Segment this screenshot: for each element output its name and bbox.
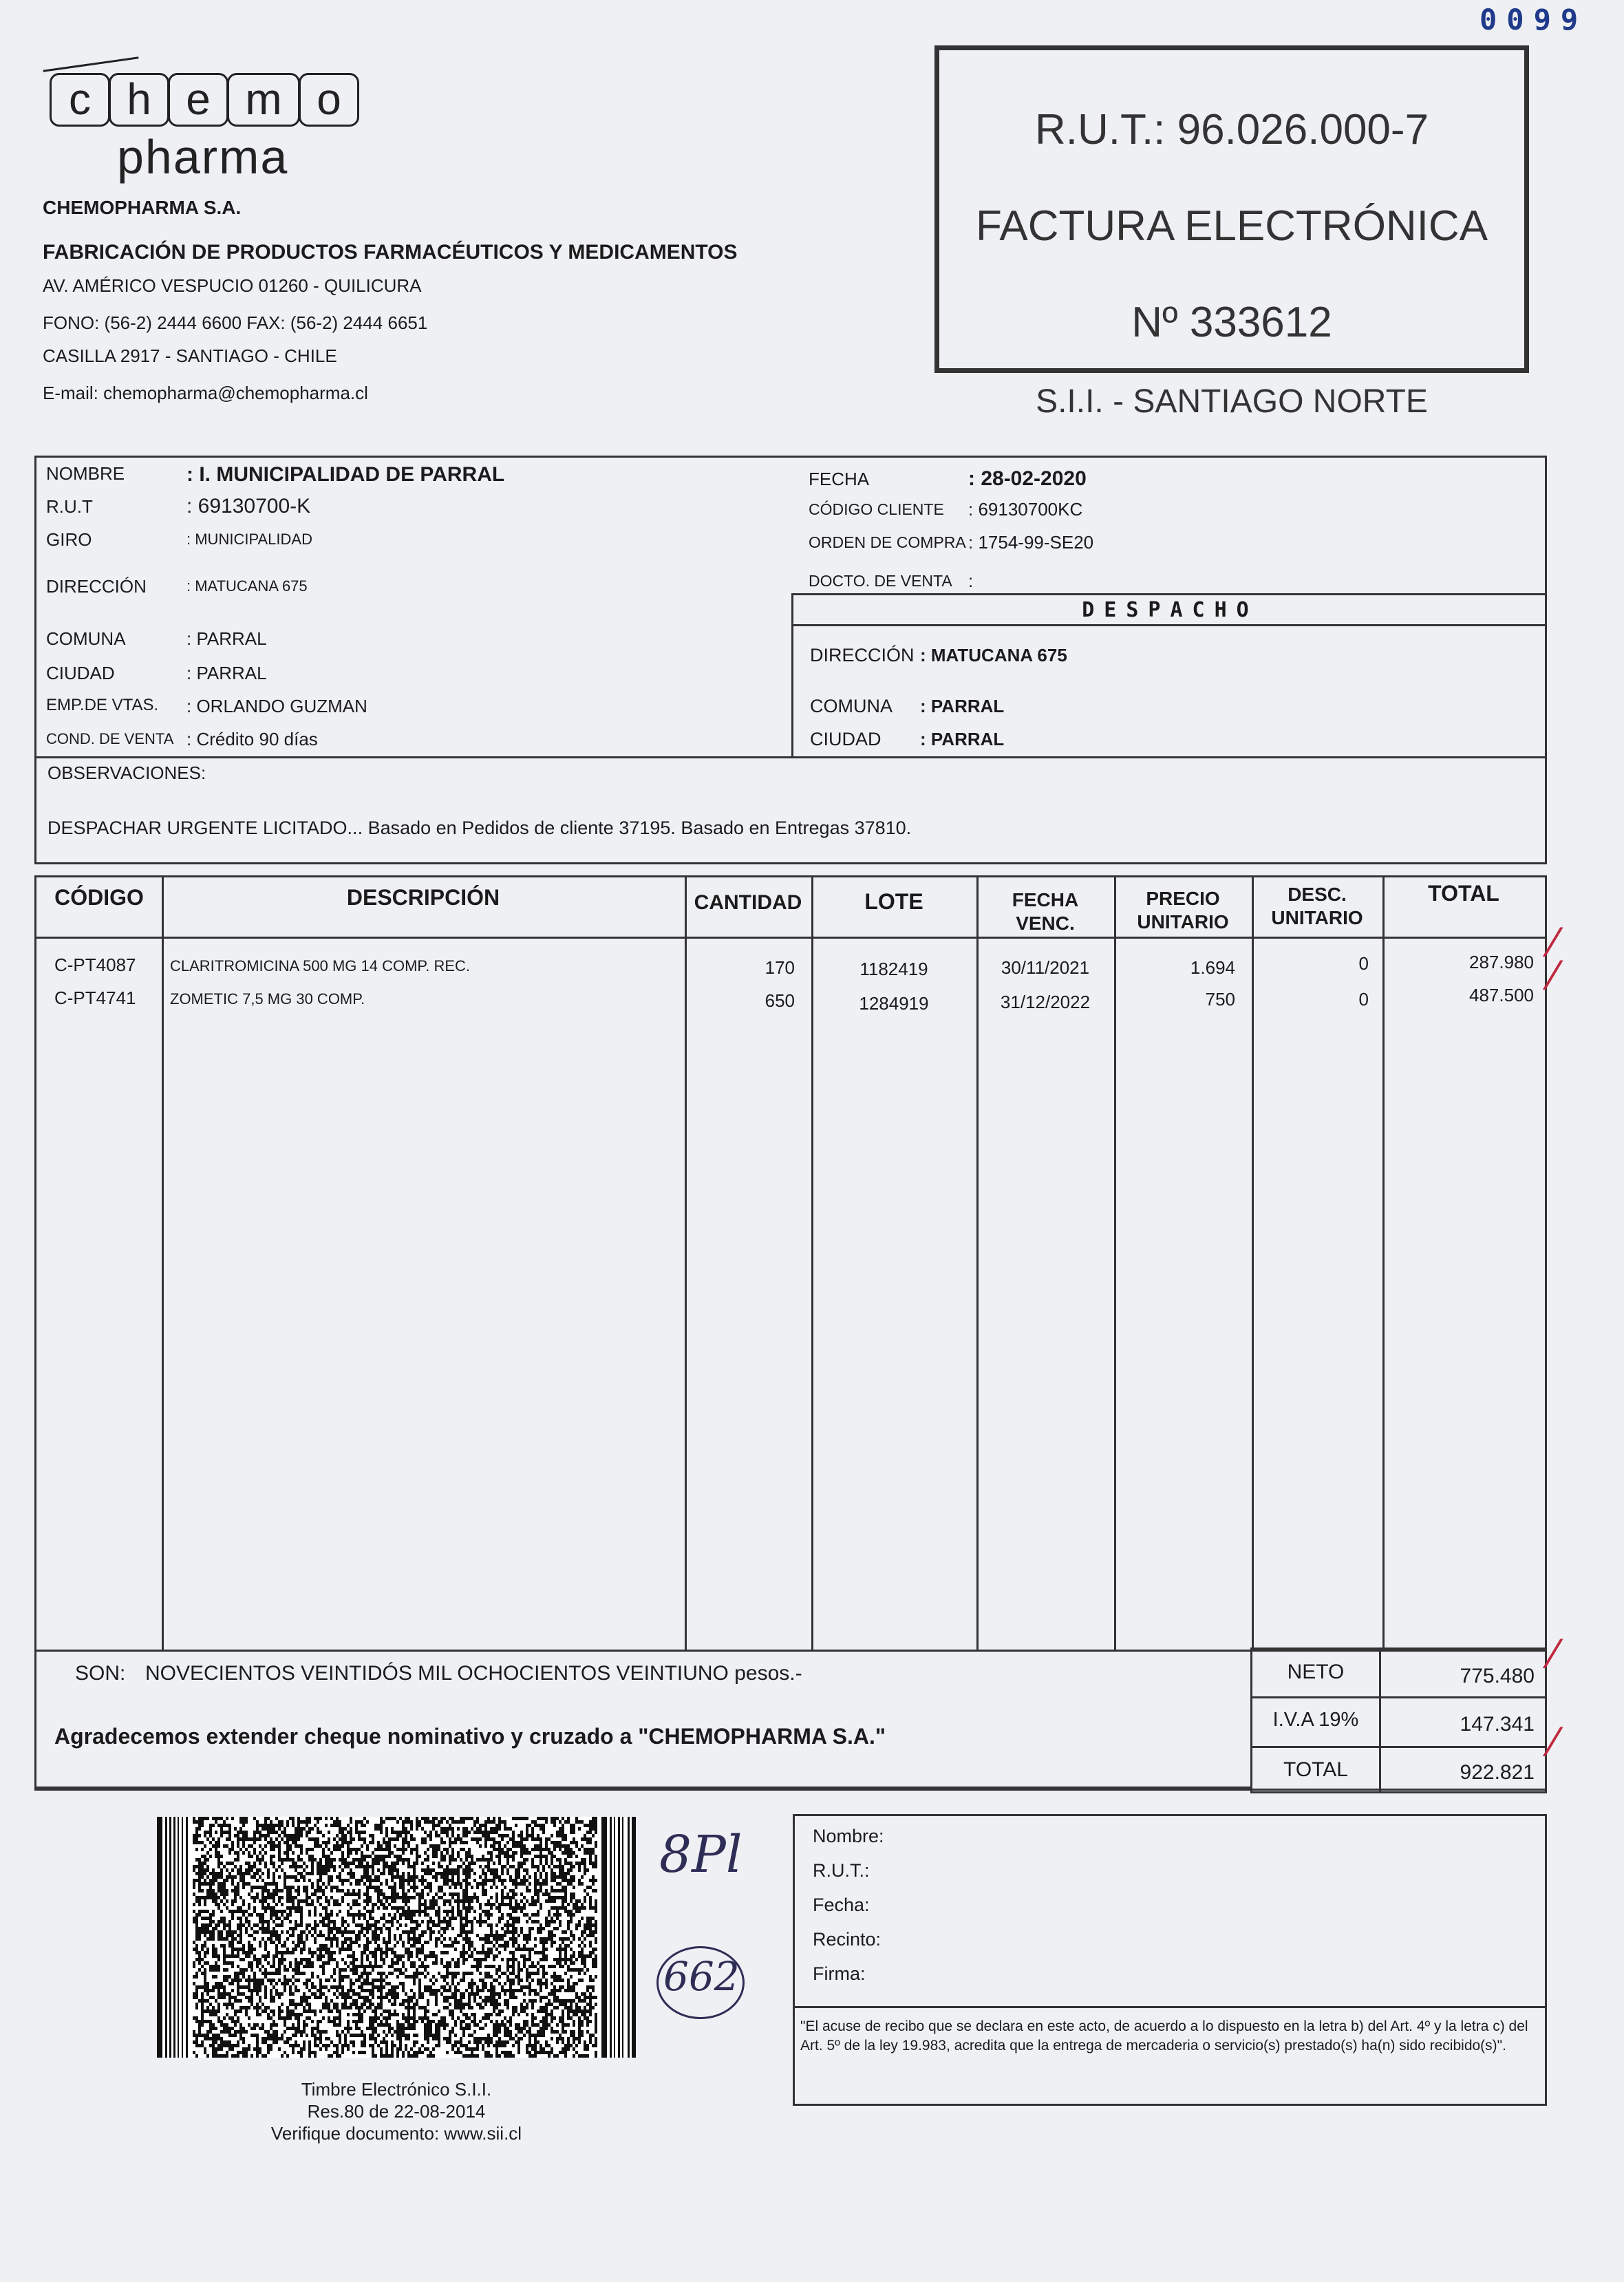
client-comuna-label: COMUNA: [46, 628, 126, 649]
sale-condition-label: COND. DE VENTA: [46, 730, 174, 747]
company-email: E-mail: chemopharma@chemopharma.cl: [43, 383, 368, 403]
row1-description: CLARITROMICINA 500 MG 14 COMP. REC.: [170, 957, 471, 974]
company-address: AV. AMÉRICO VESPUCIO 01260 - QUILICURA: [43, 275, 422, 296]
vat-amount: 147.341: [1460, 1713, 1535, 1736]
dispatch-comuna-label: COMUNA: [810, 696, 893, 716]
client-city-label: CIUDAD: [46, 663, 115, 683]
dispatch-comuna: : PARRAL: [920, 696, 1005, 716]
row1-discount: 0: [1358, 953, 1369, 974]
check-mark-icon: ⁄: [1550, 1632, 1557, 1677]
receipt-acknowledgement-box: [793, 1814, 1547, 2106]
row1-unit-price: 1.694: [1190, 957, 1235, 978]
page-stamp-number: 0099: [1479, 3, 1588, 36]
sale-doc: :: [968, 570, 974, 591]
col-header-discount-2: UNITARIO: [1271, 907, 1363, 928]
company-logo: c h e m o pharma: [43, 63, 332, 194]
client-rut: : 69130700-K: [186, 495, 311, 518]
company-name: CHEMOPHARMA S.A.: [43, 197, 242, 218]
date-label: FECHA: [809, 469, 870, 489]
col-header-lot: LOTE: [864, 889, 923, 914]
receipt-name-label: Nombre:: [813, 1826, 884, 1846]
client-giro: : MUNICIPALIDAD: [186, 531, 312, 548]
dispatch-block: [791, 624, 1547, 758]
col-header-description: DESCRIPCIÓN: [346, 885, 500, 910]
col-header-price-1: PRECIO: [1146, 888, 1220, 909]
stamp-line-3: Verifique documento: www.sii.cl: [270, 2123, 522, 2144]
purchase-order-label: ORDEN DE COMPRA: [809, 533, 966, 551]
observations-label: OBSERVACIONES:: [47, 763, 206, 783]
check-mark-icon: ⁄: [1550, 1720, 1557, 1765]
row2-quantity: 650: [765, 990, 795, 1011]
client-address: : MATUCANA 675: [186, 577, 308, 595]
row2-expiry: 31/12/2022: [1000, 992, 1091, 1012]
dispatch-city: : PARRAL: [920, 729, 1005, 749]
sii-office: S.I.I. - SANTIAGO NORTE: [1036, 383, 1428, 420]
invoice-date: : 28-02-2020: [968, 467, 1087, 490]
total-amount: 922.821: [1460, 1761, 1535, 1784]
dispatch-address: : MATUCANA 675: [920, 645, 1067, 665]
amount-words-label: SON:: [75, 1662, 126, 1685]
col-header-expiry-1: FECHA: [1012, 889, 1079, 910]
net-amount: 775.480: [1460, 1665, 1535, 1687]
sales-rep-label: EMP.DE VTAS.: [46, 696, 159, 714]
receipt-legal-text: "El acuse de recibo que se declara en este acto, de acuerdo a lo dispuesto en la letra b) del Art. 4º y la letra c) del Art. 5º de la ley 19.983, acredita que la entrega de mercaderia o servicio(s) prestado(s) ha(n) sido recibido(s)".: [800, 2018, 1528, 2054]
totals-box: [1250, 1647, 1547, 1793]
document-type: FACTURA ELECTRÓNICA: [975, 202, 1488, 250]
purchase-order: : 1754-99-SE20: [968, 532, 1094, 553]
client-giro-label: GIRO: [46, 529, 92, 550]
col-header-price-2: UNITARIO: [1137, 911, 1229, 932]
col-header-code: CÓDIGO: [54, 885, 144, 910]
client-name-label: NOMBRE: [46, 463, 125, 484]
row1-quantity: 170: [765, 957, 795, 978]
receipt-date-label: Fecha:: [813, 1895, 870, 1915]
observations-text: DESPACHAR URGENTE LICITADO... Basado en Pedidos de cliente 37195. Basado en Entregas 37810.: [47, 818, 912, 838]
stamp-line-1: Timbre Electrónico S.I.I.: [301, 2079, 492, 2100]
stamp-line-2: Res.80 de 22-08-2014: [307, 2101, 486, 2122]
vat-label: I.V.A 19%: [1272, 1709, 1359, 1731]
receipt-signature-label: Firma:: [813, 1963, 866, 1984]
row1-lot: 1182419: [859, 959, 928, 979]
handwritten-number: 662: [663, 1953, 740, 2000]
electronic-stamp-barcode: [157, 1817, 636, 2058]
company-po-box: CASILLA 2917 - SANTIAGO - CHILE: [43, 345, 337, 366]
sale-condition: : Crédito 90 días: [186, 729, 318, 749]
row2-description: ZOMETIC 7,5 MG 30 COMP.: [170, 990, 365, 1007]
row2-code: C-PT4741: [54, 988, 136, 1008]
company-activity: FABRICACIÓN DE PRODUCTOS FARMACÉUTICOS Y MEDICAMENTOS: [43, 241, 738, 264]
cheque-instruction: Agradecemos extender cheque nominativo y cruzado a "CHEMOPHARMA S.A.": [54, 1724, 886, 1749]
net-label: NETO: [1287, 1661, 1345, 1683]
col-header-expiry-2: VENC.: [1016, 913, 1075, 934]
dispatch-city-label: CIUDAD: [810, 729, 882, 749]
amount-in-words: NOVECIENTOS VEINTIDÓS MIL OCHOCIENTOS VEINTIUNO pesos.-: [145, 1662, 802, 1685]
client-code-label: CÓDIGO CLIENTE: [809, 500, 944, 518]
dispatch-header: DESPACHO: [791, 593, 1547, 626]
logo-word-pharma: pharma: [117, 130, 289, 184]
receipt-rut-label: R.U.T.:: [813, 1860, 870, 1881]
sales-rep: : ORLANDO GUZMAN: [186, 696, 367, 716]
row2-discount: 0: [1358, 989, 1369, 1010]
row1-total: 287.980: [1469, 952, 1534, 972]
client-address-label: DIRECCIÓN: [46, 576, 147, 597]
row2-total: 487.500: [1469, 985, 1534, 1005]
observations-block: [34, 758, 1547, 864]
row2-lot: 1284919: [859, 993, 929, 1014]
receipt-premises-label: Recinto:: [813, 1929, 882, 1950]
invoice-number: Nº 333612: [1131, 299, 1332, 346]
electronic-stamp-caption: [157, 2078, 636, 2144]
client-code: : 69130700KC: [968, 499, 1083, 520]
handwritten-note: 8Pl: [659, 1825, 742, 1884]
issuer-rut: R.U.T.: 96.026.000-7: [1034, 106, 1429, 153]
check-mark-icon: ⁄: [1550, 954, 1557, 999]
total-label: TOTAL: [1283, 1758, 1348, 1781]
col-header-quantity: CANTIDAD: [694, 891, 802, 914]
client-city: : PARRAL: [186, 663, 267, 683]
logo-underline: [43, 56, 138, 72]
client-rut-label: R.U.T: [46, 496, 93, 517]
row1-code: C-PT4087: [54, 955, 136, 975]
invoice-id-box: [934, 45, 1529, 373]
check-mark-icon: ⁄: [1550, 921, 1557, 966]
row2-unit-price: 750: [1205, 989, 1235, 1010]
row1-expiry: 30/11/2021: [1001, 957, 1090, 978]
col-header-total: TOTAL: [1428, 881, 1499, 906]
col-header-discount-1: DESC.: [1288, 884, 1347, 905]
company-phones: FONO: (56-2) 2444 6600 FAX: (56-2) 2444 6651: [43, 312, 428, 333]
sale-doc-label: DOCTO. DE VENTA: [809, 572, 952, 590]
client-name: : I. MUNICIPALIDAD DE PARRAL: [186, 463, 505, 486]
client-comuna: : PARRAL: [186, 628, 267, 649]
dispatch-address-label: DIRECCIÓN: [810, 645, 915, 665]
